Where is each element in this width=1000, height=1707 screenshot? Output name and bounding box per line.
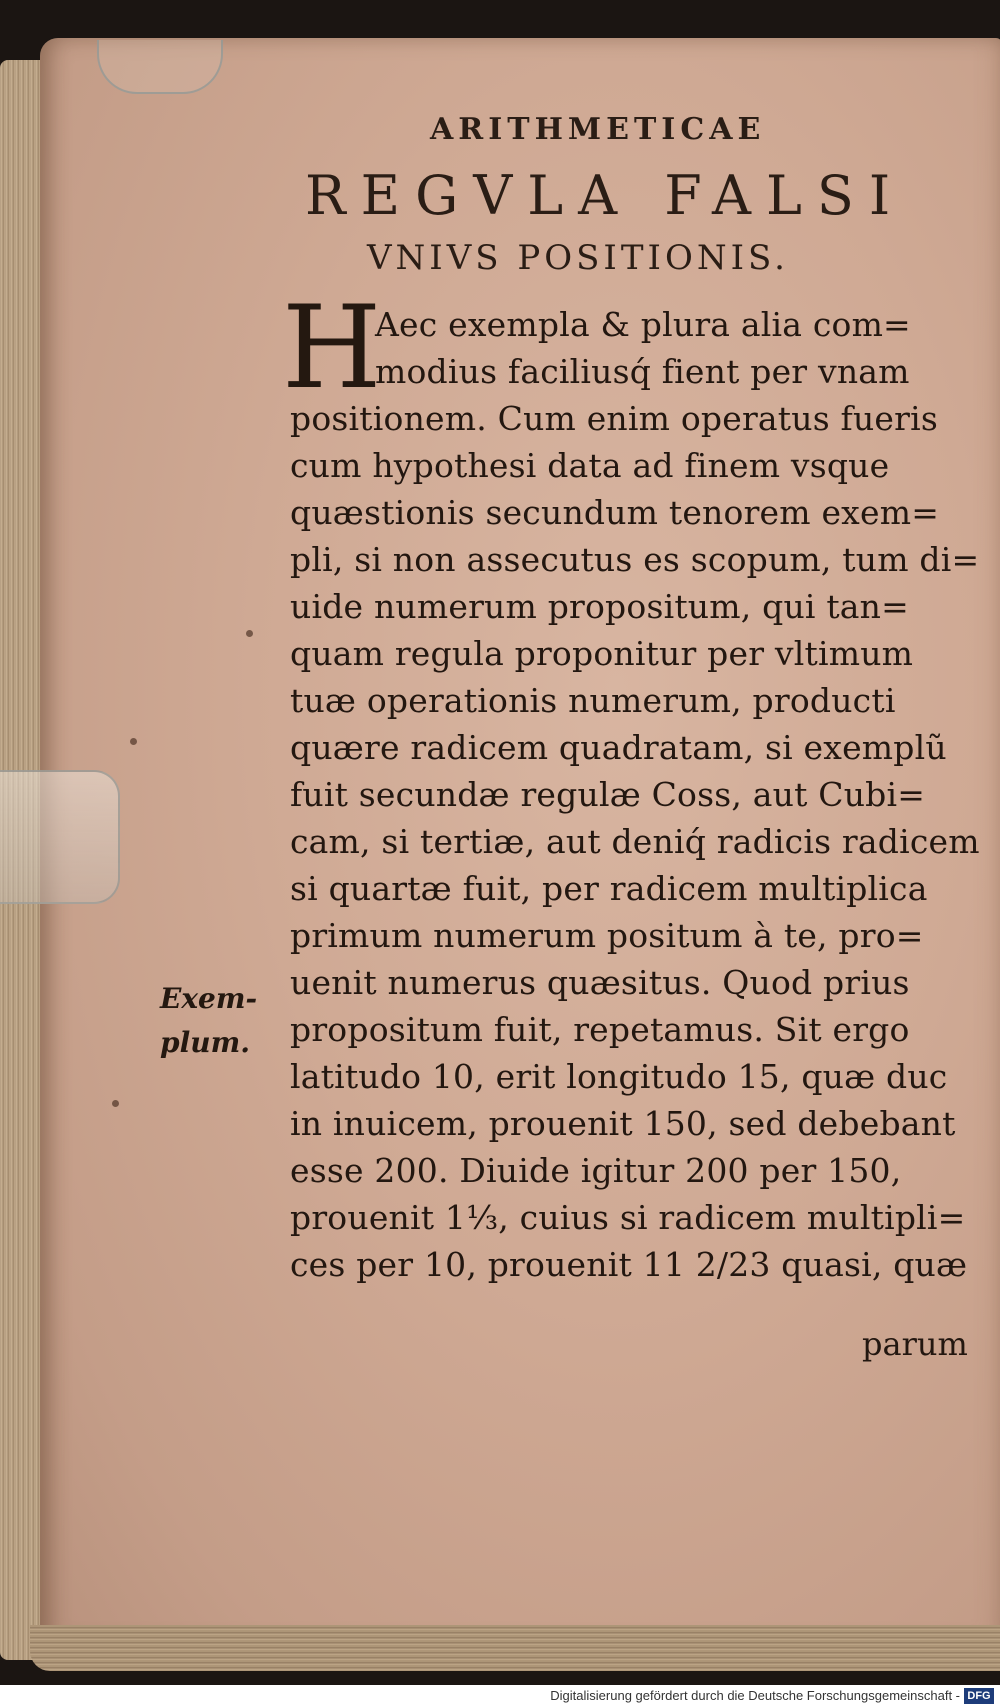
text-line: cam, si tertiæ, aut deniq́ radicis radicem (290, 822, 980, 861)
margin-note: plum. (160, 1026, 250, 1059)
margin-note: Exem- (160, 982, 258, 1015)
text-line: tuæ operationis numerum, producti (290, 681, 896, 720)
plastic-tab-top (97, 40, 223, 94)
page-title: REGVLA FALSI (305, 164, 906, 227)
paper-spot (130, 738, 137, 745)
catchword: parum (862, 1325, 968, 1363)
digitization-footer (0, 1685, 1000, 1707)
dfg-logo: DFG (964, 1688, 994, 1704)
text-line: positionem. Cum enim operatus fueris (290, 399, 938, 438)
paper-spot (112, 1100, 119, 1107)
book-bottom-edge (30, 1625, 1000, 1671)
paper-spot (246, 630, 253, 637)
text-line: quam regula proponitur per vltimum (290, 634, 914, 673)
drop-cap: H (282, 281, 382, 414)
running-header: ARITHMETICAE (430, 112, 766, 147)
text-line: si quartæ fuit, per radicem multiplica (290, 869, 928, 908)
page-subtitle: VNIVS POSITIONIS. (367, 238, 789, 278)
footer-credit-text: Digitalisierung gefördert durch die Deutsche Forschungsgemeinschaft - (550, 1688, 960, 1703)
text-line: uenit numerus quæsitus. Quod prius (290, 963, 910, 1002)
text-line: ces per 10, prouenit 11 2/23 quasi, quæ (290, 1245, 968, 1284)
text-line: pli, si non assecutus es scopum, tum di= (290, 540, 980, 579)
text-line: quære radicem quadratam, si exemplũ (290, 728, 947, 767)
text-line: latitudo 10, erit longitudo 15, quæ duc (290, 1057, 948, 1096)
text-line: Aec exempla & plura alia com= (375, 305, 911, 344)
text-line: quæstionis secundum tenorem exem= (290, 493, 940, 532)
text-line: uide numerum propositum, qui tan= (290, 587, 909, 626)
text-line: primum numerum positum à te, pro= (290, 916, 924, 955)
text-line: esse 200. Diuide igitur 200 per 150, (290, 1151, 902, 1190)
plastic-tab-left (0, 770, 120, 904)
text-line: fuit secundæ regulæ Coss, aut Cubi= (290, 775, 926, 814)
text-line: modius faciliusq́ fient per vnam (375, 352, 910, 391)
text-line: cum hypothesi data ad finem vsque (290, 446, 890, 485)
text-line: propositum fuit, repetamus. Sit ergo (290, 1010, 910, 1049)
text-line: prouenit 1⅓, cuius si radicem multipli= (290, 1198, 966, 1237)
text-line: in inuicem, prouenit 150, sed debebant (290, 1104, 956, 1143)
